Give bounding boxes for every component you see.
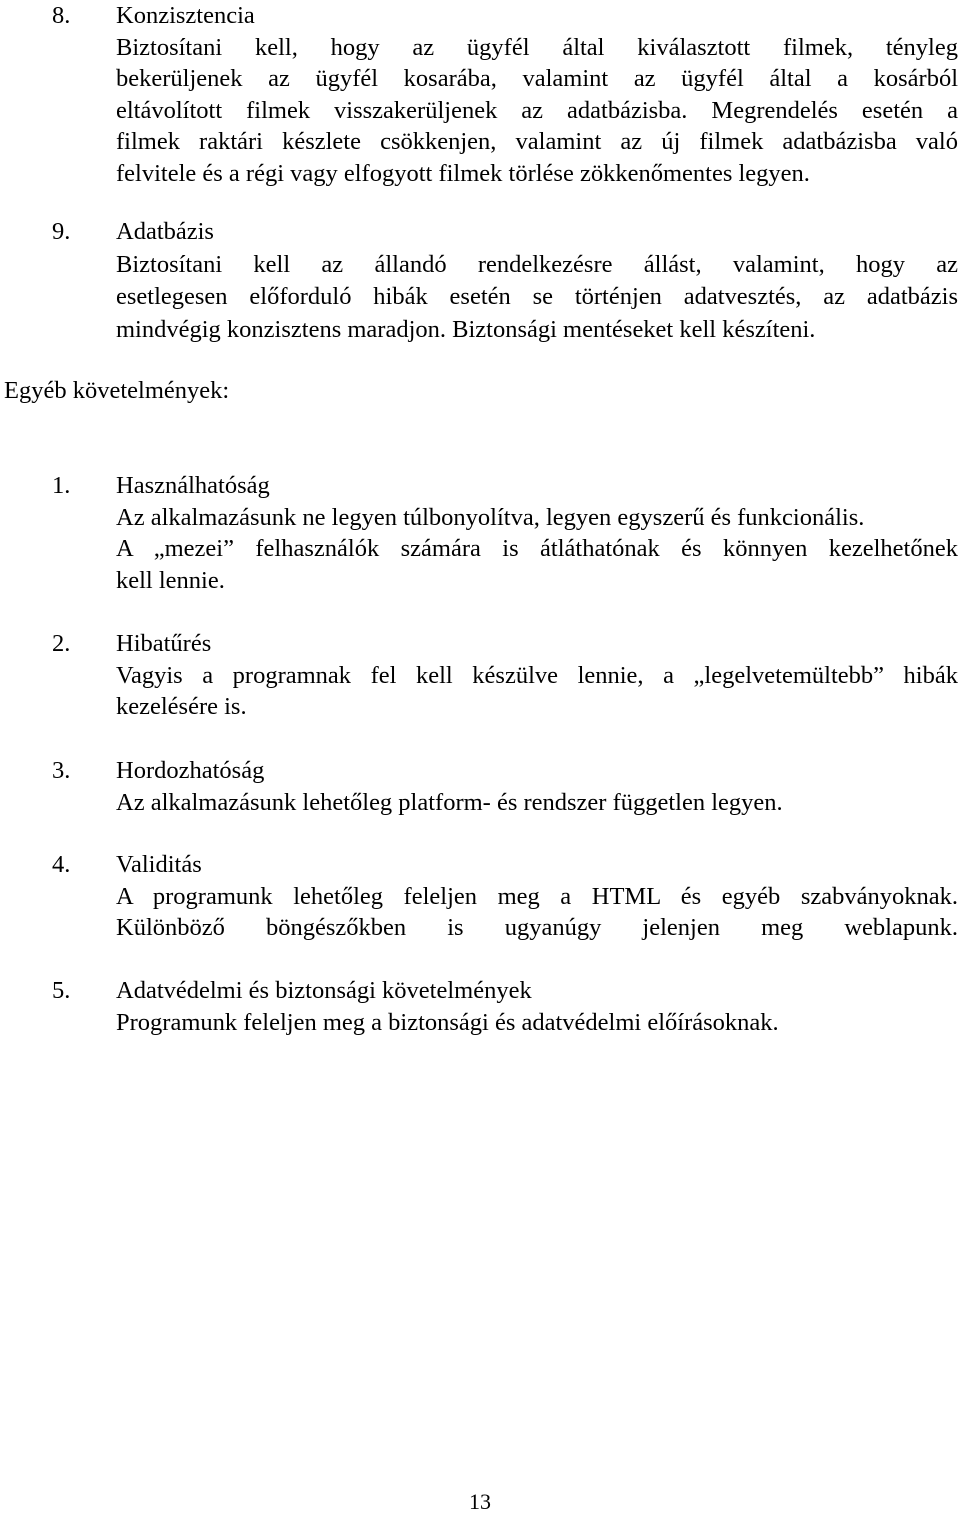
section-text-line: kell lennie. [116, 566, 225, 594]
section-title: Használhatóság [116, 472, 270, 499]
section-text-line: Biztosítani kell az állandó rendelkezésre állást, valamint, hogy az [116, 250, 958, 278]
section-title: Adatbázis [116, 218, 214, 245]
section-text-line: Vagyis a programnak fel kell készülve lennie, a „legelvetemültebb” hibák [116, 661, 958, 689]
section-title: Hibatűrés [116, 630, 212, 657]
section-text-line: esetlegesen előforduló hibák esetén se történjen adatvesztés, az adatbázis [116, 283, 958, 310]
section-number: 4. [52, 851, 71, 878]
section-text-line: Különböző böngészőkben is ugyanúgy jelenjen meg weblapunk. [116, 914, 958, 941]
section-text-line: felvitele és a régi vagy elfogyott filmek törlése zökkenőmentes legyen. [116, 159, 810, 187]
section-number: 3. [52, 757, 71, 784]
page-number: 13 [469, 1489, 491, 1514]
section-title: Konzisztencia [116, 2, 255, 29]
section-number: 5. [52, 977, 71, 1004]
section-number: 9. [52, 218, 71, 245]
other-requirements-heading: Egyéb követelmények: [4, 377, 230, 404]
section-text-line: filmek raktári készlete csökkenjen, valamint az új filmek adatbázisba való [116, 128, 958, 155]
section-number: 8. [52, 2, 71, 29]
section-text-line: bekerüljenek az ügyfél kosarába, valamint az ügyfél által a kosárból [116, 65, 958, 92]
section-text-line: kezelésére is. [116, 693, 247, 720]
section-title: Adatvédelmi és biztonsági követelmények [116, 977, 532, 1004]
section-text-line: mindvégig konzisztens maradjon. Biztonsági mentéseket kell készíteni. [116, 315, 816, 343]
section-text-line: A programunk lehetőleg feleljen meg a HTML és egyéb szabványoknak. [116, 882, 958, 910]
section-text-line: Az alkalmazásunk ne legyen túlbonyolítva, legyen egyszerű és funkcionális. [116, 503, 865, 531]
section-title: Hordozhatóság [116, 757, 265, 784]
section-text-line: Biztosítani kell, hogy az ügyfél által kiválasztott filmek, tényleg [116, 33, 958, 61]
section-number: 1. [52, 472, 71, 499]
section-text-line: Programunk feleljen meg a biztonsági és adatvédelmi előírásoknak. [116, 1008, 779, 1036]
section-text-line: A „mezei” felhasználók számára is átláthatónak és könnyen kezelhetőnek [116, 535, 958, 562]
section-text-line: Az alkalmazásunk lehetőleg platform- és rendszer független legyen. [116, 788, 783, 816]
section-number: 2. [52, 630, 71, 657]
section-text-line: eltávolított filmek visszakerüljenek az adatbázisba. Megrendelés esetén a [116, 96, 958, 124]
section-title: Validitás [116, 851, 202, 878]
